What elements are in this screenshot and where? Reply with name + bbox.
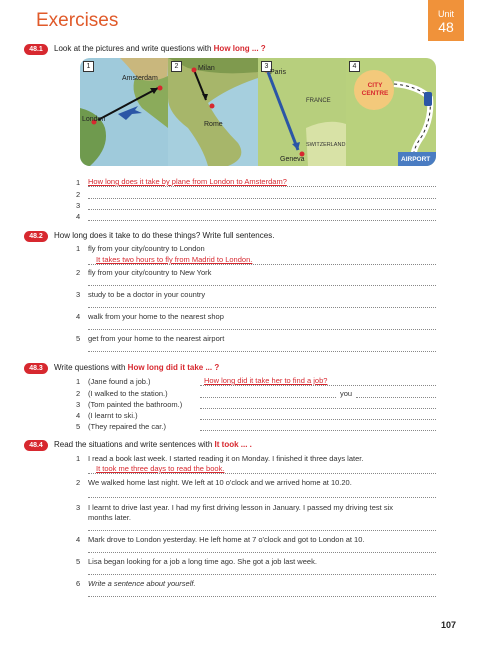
exercise-badge-48-4: 48.4 <box>24 440 48 451</box>
item-prompt: fly from your city/country to New York <box>88 268 212 277</box>
map-label-france: FRANCE <box>306 98 331 104</box>
panel-number: 2 <box>171 61 182 72</box>
item-number: 4 <box>76 312 81 321</box>
item-prompt: (They repaired the car.) <box>88 422 166 431</box>
map-label-paris: Paris <box>270 69 286 76</box>
item-number: 1 <box>76 454 81 463</box>
map-label-city-centre: CITY CENTRE <box>361 82 389 97</box>
item-prompt: (I learnt to ski.) <box>88 411 138 420</box>
item-number: 3 <box>76 400 81 409</box>
item-prompt: fly from your city/country to London <box>88 244 205 253</box>
item-number: 5 <box>76 334 81 343</box>
item-prompt: Mark drove to London yesterday. He left home at 7 o'clock and got to London at 10. <box>88 535 365 544</box>
item-prompt: (I walked to the station.) <box>88 389 168 398</box>
item-prompt: get from your home to the nearest airport <box>88 334 225 343</box>
unit-tab <box>428 0 464 41</box>
answer-line[interactable] <box>88 307 436 308</box>
answer-line[interactable] <box>88 351 436 352</box>
item-prompt: walk from your home to the nearest shop <box>88 312 224 321</box>
map-panel-2 <box>168 58 258 166</box>
item-number: 1 <box>76 178 81 187</box>
panel-number: 3 <box>261 61 272 72</box>
answer-line <box>88 186 436 187</box>
item-prompt: study to be a doctor in your country <box>88 290 206 299</box>
item-number: 3 <box>76 290 81 299</box>
item-prompt: (Tom painted the bathroom.) <box>88 400 183 409</box>
answer-line[interactable] <box>88 530 436 531</box>
map-label-amsterdam: Amsterdam <box>122 75 158 82</box>
item-number: 4 <box>76 212 81 221</box>
exercise-badge-48-3: 48.3 <box>24 363 48 374</box>
item-number: 1 <box>76 377 81 386</box>
item-number: 3 <box>76 503 81 512</box>
answer-line <box>200 385 436 386</box>
item-number: 6 <box>76 579 81 588</box>
item-number: 1 <box>76 244 81 253</box>
item-number: 2 <box>76 190 81 199</box>
answer-line[interactable] <box>356 397 436 398</box>
model-answer: How long does it take by plane from London to Amsterdam? <box>88 177 287 186</box>
item-number: 4 <box>76 535 81 544</box>
item-number: 5 <box>76 557 81 566</box>
map-illustration <box>80 58 436 166</box>
answer-line[interactable] <box>200 397 336 398</box>
item-number: 2 <box>76 268 81 277</box>
panel-number: 1 <box>83 61 94 72</box>
item-prompt: We walked home last night. We left at 10 o'clock and we arrived home at 10.20. <box>88 478 352 487</box>
answer-line[interactable] <box>88 220 436 221</box>
map-label-airport: AIRPORT <box>401 156 431 163</box>
map-label-milan: Milan <box>198 65 215 72</box>
page-number: 107 <box>440 620 456 630</box>
map-label-switzerland: SWITZERLAND <box>306 142 346 148</box>
answer-line[interactable] <box>88 329 436 330</box>
answer-line[interactable] <box>88 209 436 210</box>
item-prompt-continued: months later. <box>88 513 131 522</box>
item-prompt: I read a book last week. I started reading it on Monday. I finished it three days later. <box>88 454 364 463</box>
answer-line[interactable] <box>88 574 436 575</box>
map-label-london: London <box>82 116 106 123</box>
answer-line[interactable] <box>200 430 436 431</box>
answer-line <box>88 473 436 474</box>
exercise-badge-48-1: 48.1 <box>24 44 48 55</box>
model-answer: It took me three days to read the book. <box>96 464 225 473</box>
item-number: 5 <box>76 422 81 431</box>
item-number: 3 <box>76 201 81 210</box>
map-panel-3 <box>258 58 346 166</box>
answer-line[interactable] <box>88 497 436 498</box>
item-prompt: Lisa began looking for a job a long time ago. She got a job last week. <box>88 557 317 566</box>
answer-line[interactable] <box>88 596 436 597</box>
exercise-instruction-48-1: Look at the pictures and write questions with How long ... ? <box>54 44 266 53</box>
unit-number: 48 <box>438 19 454 35</box>
exercise-badge-48-2: 48.2 <box>24 231 48 242</box>
exercise-instruction-48-4: Read the situations and write sentences with It took ... . <box>54 440 252 449</box>
map-label-rome: Rome <box>204 121 223 128</box>
exercise-instruction-48-3: Write questions with How long did it take ... ? <box>54 363 220 372</box>
answer-line[interactable] <box>88 552 436 553</box>
exercise-instruction-48-2: How long does it take to do these things? Write full sentences. <box>54 231 275 240</box>
answer-line[interactable] <box>200 408 436 409</box>
map-panel-2-drawing <box>168 58 258 166</box>
answer-hint: you <box>340 389 353 398</box>
item-prompt: I learnt to drive last year. I had my first driving lesson in January. I passed my driving test six <box>88 503 393 512</box>
answer-line[interactable] <box>200 419 436 420</box>
item-prompt: (Jane found a job.) <box>88 377 151 386</box>
page-title: Exercises <box>36 10 119 31</box>
item-number: 2 <box>76 389 81 398</box>
item-number: 2 <box>76 478 81 487</box>
answer-line[interactable] <box>88 285 436 286</box>
map-panel-1 <box>80 58 168 166</box>
answer-line <box>88 264 436 265</box>
map-panel-4-drawing <box>346 58 436 166</box>
item-prompt: Write a sentence about yourself. <box>88 579 196 588</box>
answer-line[interactable] <box>88 198 436 199</box>
panel-number: 4 <box>349 61 360 72</box>
item-number: 4 <box>76 411 81 420</box>
map-label-geneva: Geneva <box>280 156 305 163</box>
model-answer: How long did it take her to find a job? <box>204 376 328 385</box>
model-answer: It takes two hours to fly from Madrid to London. <box>96 255 253 264</box>
unit-label: Unit <box>437 9 454 19</box>
map-panel-4 <box>346 58 436 166</box>
